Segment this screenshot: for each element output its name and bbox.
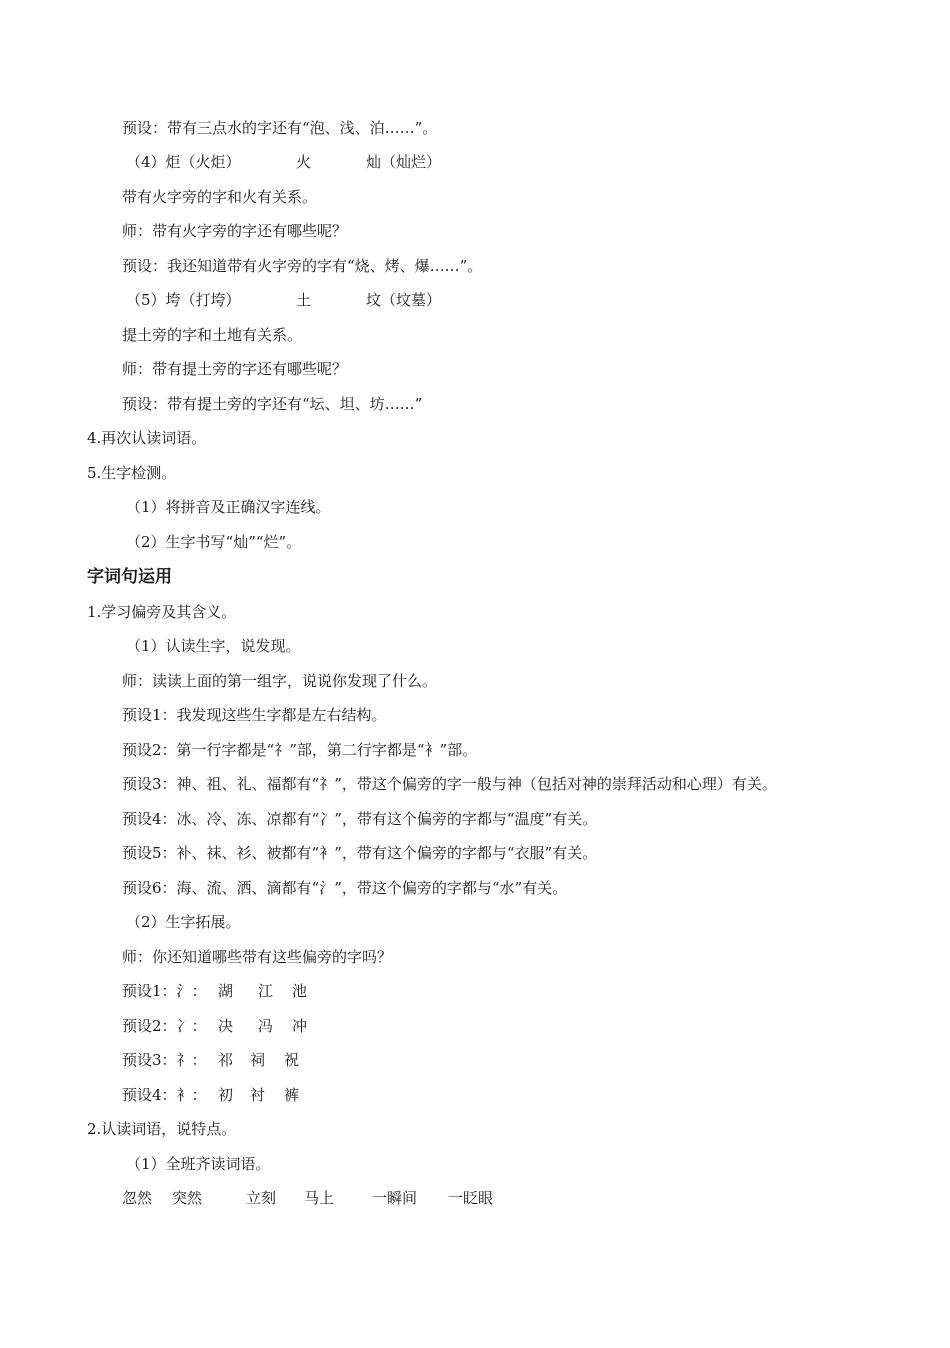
expand-preset-char: 池: [292, 982, 308, 1000]
preset-2: 预设2：第一行字都是“礻”部，第二行字都是“衤”部。: [122, 741, 478, 759]
expand-preset-label: 预设1：氵：: [122, 982, 207, 1000]
teacher-prompt-expand: 师：你还知道哪些带有这些偏旁的字吗？: [122, 948, 393, 966]
expand-preset-char: 冯: [258, 1017, 274, 1035]
item-5-example: 坟（坟墓）: [366, 291, 442, 309]
preset-1: 预设1：我发现这些生字都是左右结构。: [122, 706, 387, 724]
item-4-radical: 火: [296, 153, 312, 171]
expand-preset-label: 预设2：冫：: [122, 1017, 207, 1035]
expand-preset-char: 祝: [284, 1051, 300, 1069]
teacher-prompt-discover: 师：读读上面的第一组字，说说你发现了什么。: [122, 672, 438, 690]
expand-preset-char: 初: [218, 1086, 234, 1104]
item-4-example: 灿（灿烂）: [366, 153, 442, 171]
section-heading: 字词句运用: [87, 567, 172, 587]
word-item: 一眨眼: [448, 1189, 494, 1207]
preset-three-dot-water: 预设：带有三点水的字还有“泡、浅、泊……”。: [122, 119, 438, 137]
preset-3: 预设3：神、祖、礼、福都有“礻”，带这个偏旁的字一般与神（包括对神的崇拜活动和心理）有关。: [122, 775, 777, 793]
section-step-2-sub-1: （1）全班齐读词语。: [126, 1155, 271, 1173]
expand-preset-char: 江: [258, 982, 274, 1000]
expand-preset-label: 预设3：礻：: [122, 1051, 207, 1069]
item-5-word: （5）垮（打垮）: [126, 291, 241, 309]
teacher-question-fire: 师：带有火字旁的字还有哪些呢？: [122, 222, 348, 240]
fire-radical-note: 带有火字旁的字和火有关系。: [122, 188, 318, 206]
earth-radical-note: 提土旁的字和土地有关系。: [122, 326, 303, 344]
item-4-word: （4）炬（火炬）: [126, 153, 241, 171]
expand-preset-char: 决: [218, 1017, 234, 1035]
expand-preset-char: 湖: [218, 982, 234, 1000]
word-item: 忽然: [122, 1189, 153, 1207]
section-step-1: 1.学习偏旁及其含义。: [87, 603, 237, 621]
section-step-1-sub-2: （2）生字拓展。: [126, 913, 241, 931]
step-5-sub-1: （1）将拼音及正确汉字连线。: [126, 498, 331, 516]
preset-6: 预设6：海、流、洒、滴都有“氵”，带这个偏旁的字都与“水”有关。: [122, 879, 568, 897]
teacher-question-earth: 师：带有提土旁的字还有哪些呢？: [122, 360, 348, 378]
expand-preset-char: 衬: [250, 1086, 266, 1104]
word-list: [122, 1188, 494, 1348]
word-item: 突然: [172, 1189, 203, 1207]
expand-preset-char: 裤: [284, 1086, 300, 1104]
section-step-1-sub-1: （1）认读生字，说发现。: [126, 637, 301, 655]
expand-preset-char: 祠: [250, 1051, 266, 1069]
step-5: 5.生字检测。: [87, 464, 177, 482]
word-item: 一瞬间: [372, 1189, 418, 1207]
expand-preset-char: 祁: [218, 1051, 234, 1069]
item-5-radical: 土: [296, 291, 312, 309]
section-step-2: 2.认读词语，说特点。: [87, 1120, 237, 1138]
expand-preset-label: 预设4：衤：: [122, 1086, 207, 1104]
preset-earth-radical: 预设：带有提土旁的字还有“坛、坦、坊……”: [122, 395, 423, 413]
preset-4: 预设4：冰、冷、冻、凉都有“冫”，带有这个偏旁的字都与“温度”有关。: [122, 810, 598, 828]
preset-5: 预设5：补、袜、衫、被都有“衤”，带有这个偏旁的字都与“衣服”有关。: [122, 844, 598, 862]
step-4: 4.再次认读词语。: [87, 429, 207, 447]
word-item: 立刻: [246, 1189, 277, 1207]
step-5-sub-2: （2）生字书写“灿”“烂”。: [126, 533, 302, 551]
preset-fire-radical: 预设：我还知道带有火字旁的字有“烧、烤、爆……”。: [122, 257, 483, 275]
word-item: 马上: [304, 1189, 335, 1207]
expand-preset-char: 冲: [292, 1017, 308, 1035]
